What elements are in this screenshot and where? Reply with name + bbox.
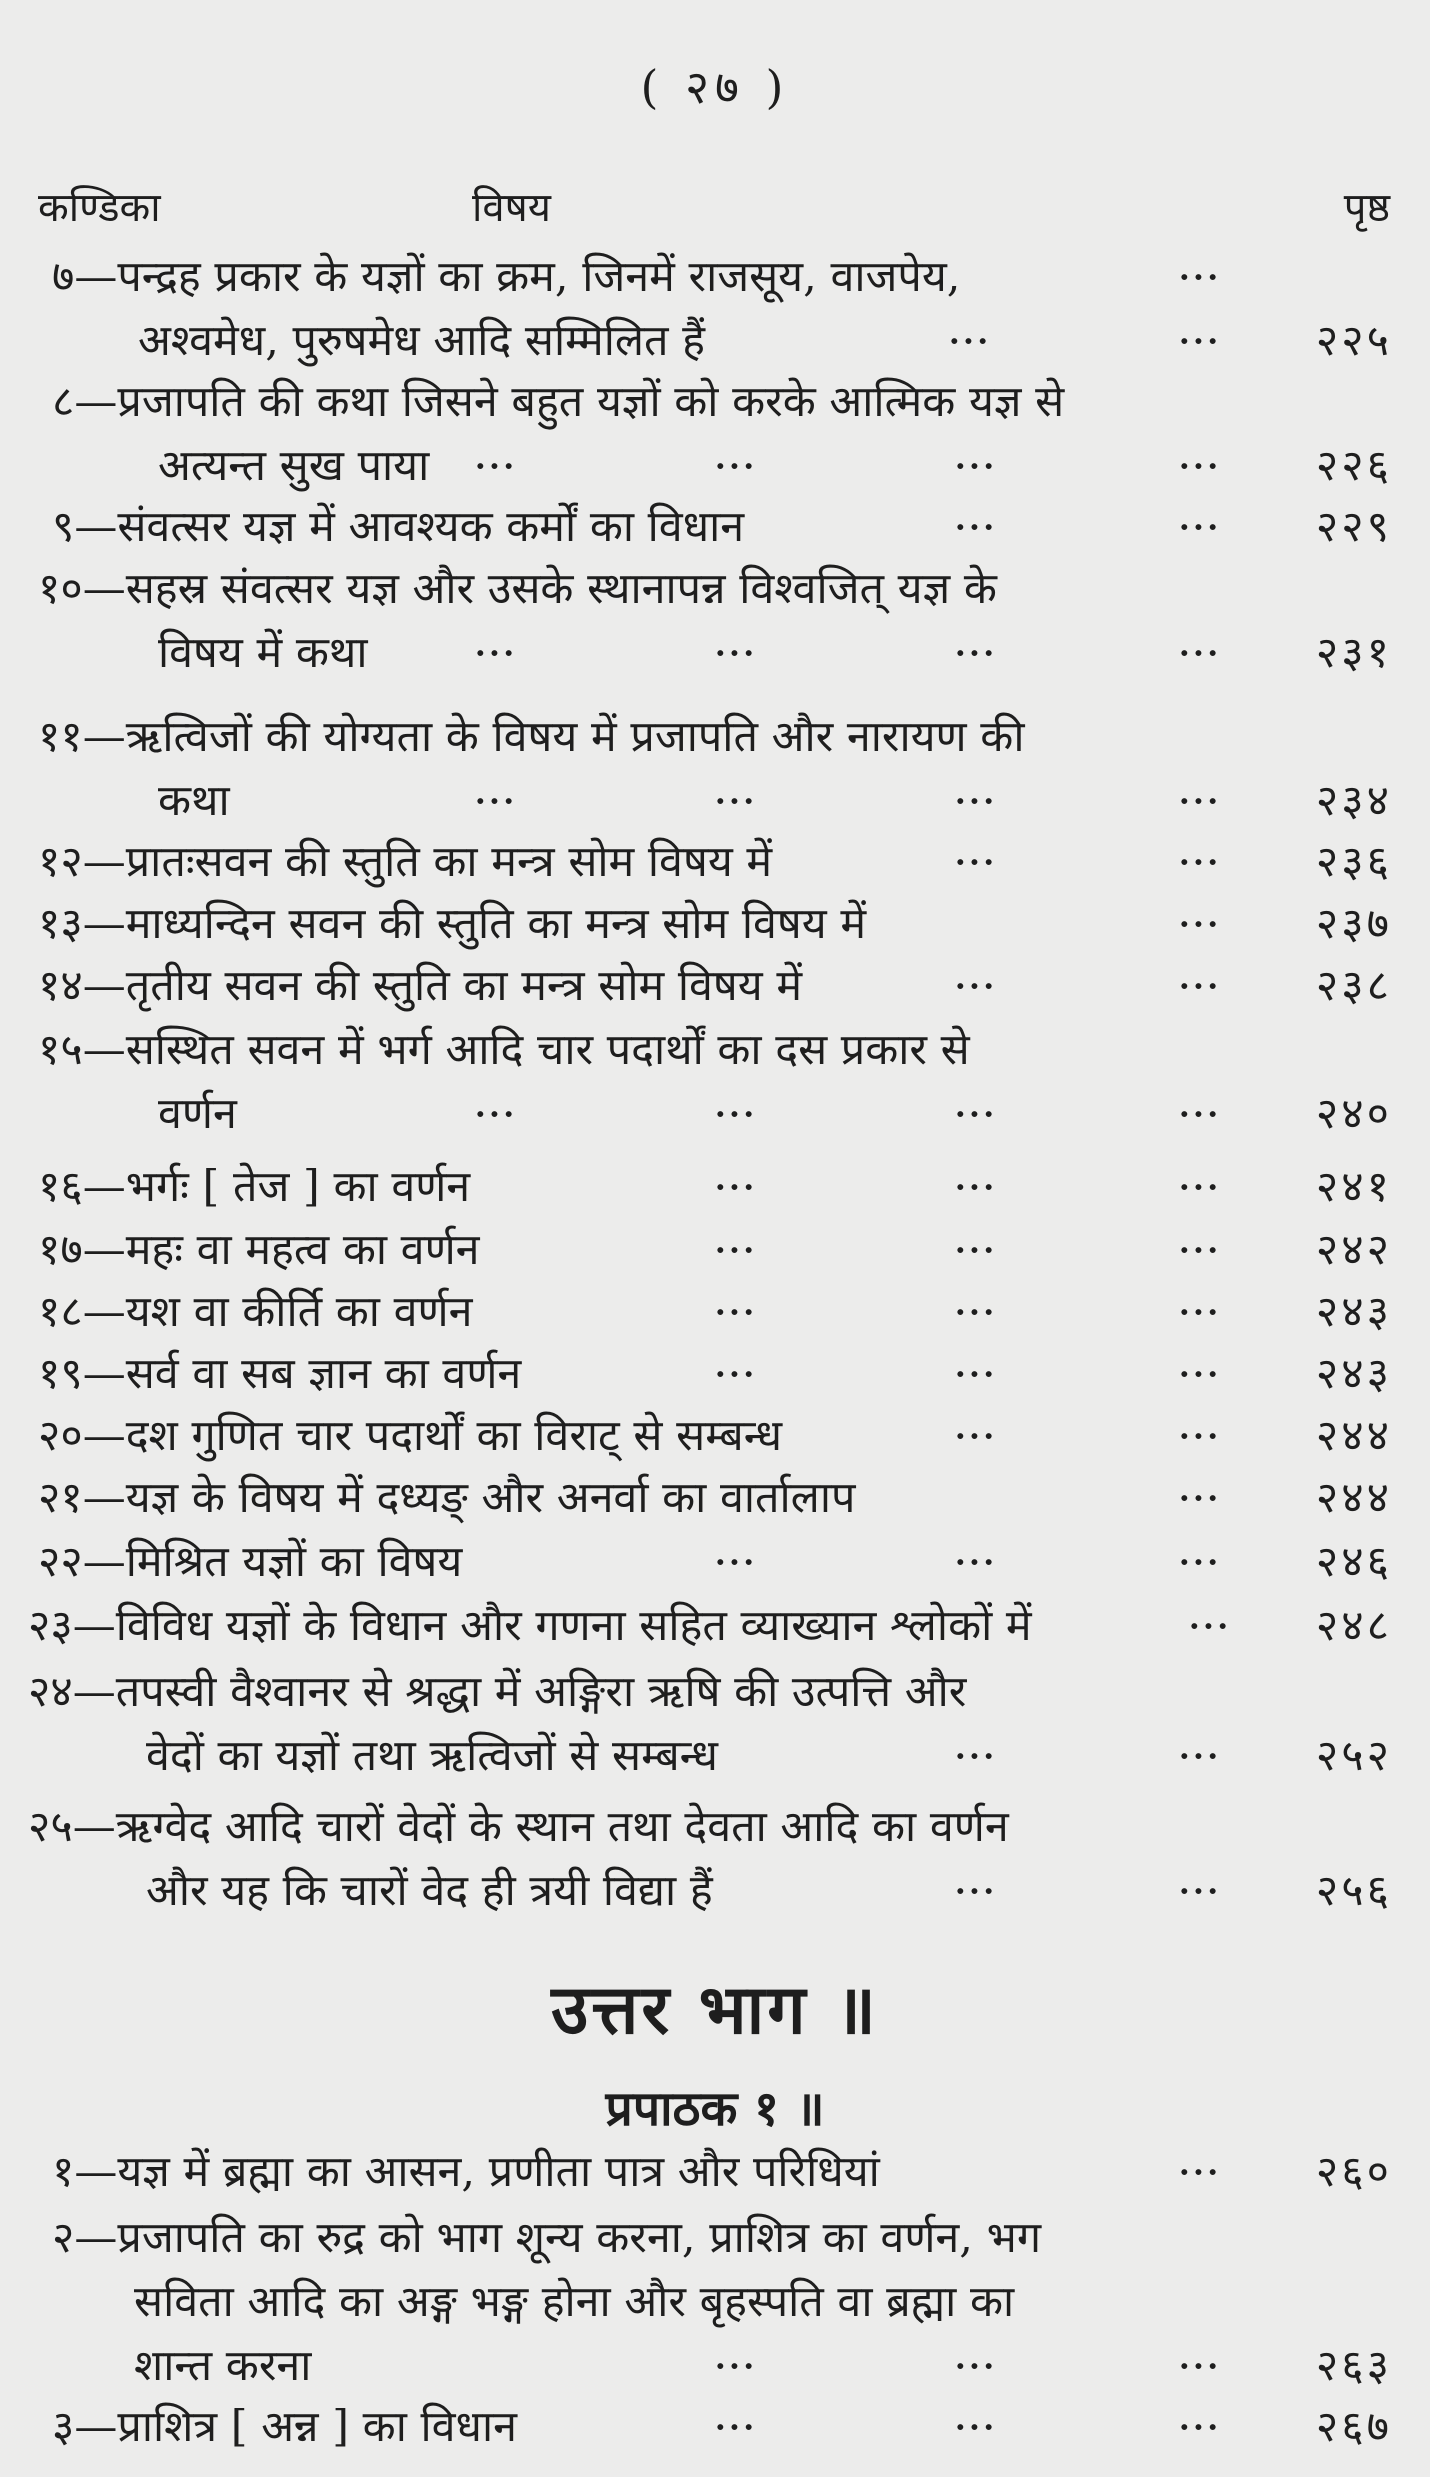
toc-entry bbox=[0, 1280, 1430, 1344]
toc-entry-line bbox=[0, 309, 1430, 373]
section-subtitle: प्रपाठक १ ॥ bbox=[605, 2081, 825, 2137]
leader-dots: ··· bbox=[1178, 634, 1222, 672]
toc-entry bbox=[0, 2395, 1430, 2459]
toc-entry-line bbox=[0, 2206, 1430, 2270]
leader-dots: ··· bbox=[954, 1355, 998, 1393]
leader-dots: ··· bbox=[714, 1293, 758, 1331]
toc-entry-line bbox=[0, 1859, 1430, 1923]
leader-dots: ··· bbox=[1178, 1479, 1222, 1517]
leader-dots: ··· bbox=[474, 447, 518, 485]
toc-entry-text: ९—संवत्सर यज्ञ में आवश्यक कर्मों का विधान bbox=[52, 502, 745, 552]
toc-page-number: २५६ bbox=[1315, 1866, 1392, 1916]
leader-dots: ··· bbox=[714, 2408, 758, 2446]
toc-entry-line bbox=[0, 954, 1430, 1018]
leader-dots: ··· bbox=[1178, 2153, 1222, 2191]
leader-dots: ··· bbox=[714, 1168, 758, 1206]
toc-page-number: २४१ bbox=[1315, 1162, 1392, 1212]
leader-dots: ··· bbox=[954, 1168, 998, 1206]
toc-entry-text: १४—तृतीय सवन की स्तुति का मन्त्र सोम विषय में bbox=[38, 961, 803, 1011]
leader-dots: ··· bbox=[954, 2347, 998, 2385]
toc-entry-line bbox=[0, 1466, 1430, 1530]
page-number: ( २७ ) bbox=[640, 60, 790, 114]
leader-dots: ··· bbox=[954, 1293, 998, 1331]
toc-entry-line bbox=[0, 1594, 1430, 1658]
leader-dots: ··· bbox=[714, 1543, 758, 1581]
toc-entry-text: शान्त करना bbox=[134, 2341, 312, 2391]
leader-dots: ··· bbox=[714, 1095, 758, 1133]
toc-entry bbox=[0, 830, 1430, 894]
leader-dots: ··· bbox=[1188, 1607, 1232, 1645]
toc-page-number: २४३ bbox=[1315, 1287, 1392, 1337]
toc-entry bbox=[0, 1795, 1430, 1923]
leader-dots: ··· bbox=[714, 1355, 758, 1393]
toc-entry-line bbox=[0, 1795, 1430, 1859]
toc-page-number: २५२ bbox=[1315, 1731, 1392, 1781]
leader-dots: ··· bbox=[1178, 1168, 1222, 1206]
toc-entry-line bbox=[0, 1530, 1430, 1594]
toc-entry bbox=[0, 1466, 1430, 1530]
toc-page-number: २४४ bbox=[1315, 1473, 1392, 1523]
leader-dots: ··· bbox=[1178, 447, 1222, 485]
leader-dots: ··· bbox=[1178, 322, 1222, 360]
leader-dots: ··· bbox=[1178, 2347, 1222, 2385]
toc-entry-line bbox=[0, 434, 1430, 498]
leader-dots: ··· bbox=[954, 1417, 998, 1455]
leader-dots: ··· bbox=[1178, 843, 1222, 881]
toc-entry-line bbox=[0, 1404, 1430, 1468]
toc-entry bbox=[0, 245, 1430, 373]
toc-entry-line bbox=[0, 245, 1430, 309]
leader-dots: ··· bbox=[1178, 1543, 1222, 1581]
leader-dots: ··· bbox=[474, 1095, 518, 1133]
toc-entry-line bbox=[0, 370, 1430, 434]
toc-entry bbox=[0, 2140, 1430, 2204]
toc-page-number: २३४ bbox=[1315, 776, 1392, 826]
toc-entry bbox=[0, 370, 1430, 498]
toc-entry-text: वर्णन bbox=[158, 1089, 237, 1139]
toc-entry bbox=[0, 1218, 1430, 1282]
toc-entry-text: ८—प्रजापति की कथा जिसने बहुत यज्ञों को करके आत्मिक यज्ञ से bbox=[52, 377, 1065, 427]
leader-dots: ··· bbox=[1178, 905, 1222, 943]
leader-dots: ··· bbox=[714, 1231, 758, 1269]
toc-entry-line bbox=[0, 1218, 1430, 1282]
leader-dots: ··· bbox=[954, 1543, 998, 1581]
toc-page-number: २४० bbox=[1315, 1089, 1392, 1139]
toc-page-number: २४३ bbox=[1315, 1349, 1392, 1399]
toc-entry-line bbox=[0, 1342, 1430, 1406]
toc-page-number: २४८ bbox=[1315, 1601, 1392, 1651]
toc-entry bbox=[0, 1155, 1430, 1219]
toc-entry-text: अत्यन्त सुख पाया bbox=[158, 441, 430, 491]
leader-dots: ··· bbox=[1178, 2408, 1222, 2446]
leader-dots: ··· bbox=[1178, 1737, 1222, 1775]
toc-entry-line bbox=[0, 892, 1430, 956]
toc-entry-text: १२—प्रातःसवन की स्तुति का मन्त्र सोम विषय में bbox=[38, 837, 773, 887]
toc-page-number: २६७ bbox=[1315, 2402, 1392, 2452]
toc-entry-line bbox=[0, 769, 1430, 833]
leader-dots: ··· bbox=[1178, 1417, 1222, 1455]
toc-page-number: २३८ bbox=[1315, 961, 1392, 1011]
toc-entry-line bbox=[0, 495, 1430, 559]
leader-dots: ··· bbox=[948, 322, 992, 360]
toc-entry-text: १६—भर्गः [ तेज ] का वर्णन bbox=[38, 1162, 471, 1212]
toc-page-number: २२६ bbox=[1315, 441, 1392, 491]
toc-entry bbox=[0, 557, 1430, 685]
toc-entry bbox=[0, 1660, 1430, 1788]
toc-entry-line bbox=[0, 2140, 1430, 2204]
toc-page-number: २४४ bbox=[1315, 1411, 1392, 1461]
toc-entry-line bbox=[0, 621, 1430, 685]
toc-entry-line bbox=[0, 2270, 1430, 2334]
leader-dots: ··· bbox=[954, 2408, 998, 2446]
toc-entry bbox=[0, 1342, 1430, 1406]
toc-entry-text: विषय में कथा bbox=[158, 628, 368, 678]
leader-dots: ··· bbox=[954, 782, 998, 820]
toc-entry-text: और यह कि चारों वेद ही त्रयी विद्या हैं bbox=[146, 1866, 713, 1916]
toc-entry-text: १८—यश वा कीर्ति का वर्णन bbox=[38, 1287, 473, 1337]
toc-entry-text: कथा bbox=[158, 776, 230, 826]
toc-entry-text: २—प्रजापति का रुद्र को भाग शून्य करना, प्राशित्र का वर्णन, भग bbox=[52, 2213, 1042, 2263]
toc-entry-text: वेदों का यज्ञों तथा ऋत्विजों से सम्बन्ध bbox=[146, 1731, 718, 1781]
toc-entry-line bbox=[0, 1724, 1430, 1788]
leader-dots: ··· bbox=[954, 634, 998, 672]
leader-dots: ··· bbox=[954, 508, 998, 546]
toc-entry-text: १९—सर्व वा सब ज्ञान का वर्णन bbox=[38, 1349, 522, 1399]
toc-entry-text: २४—तपस्वी वैश्वानर से श्रद्धा में अङ्गिरा ऋषि की उत्पत्ति और bbox=[28, 1667, 967, 1717]
toc-entry-line bbox=[0, 1082, 1430, 1146]
toc-entry bbox=[0, 2206, 1430, 2398]
toc-entry-line bbox=[0, 1280, 1430, 1344]
leader-dots: ··· bbox=[954, 1737, 998, 1775]
toc-page-number: २३६ bbox=[1315, 837, 1392, 887]
toc-entry-line bbox=[0, 1018, 1430, 1082]
toc-entry-text: १७—महः वा महत्व का वर्णन bbox=[38, 1225, 480, 1275]
toc-entry-text: १५—सस्थित सवन में भर्ग आदि चार पदार्थों का दस प्रकार से bbox=[38, 1025, 970, 1075]
toc-entry-text: ११—ऋत्विजों की योग्यता के विषय में प्रजापति और नारायण की bbox=[38, 712, 1025, 762]
toc-entry-text: २३—विविध यज्ञों के विधान और गणना सहित व्याख्यान श्लोकों में bbox=[28, 1601, 1032, 1651]
toc-entry-line bbox=[0, 705, 1430, 769]
leader-dots: ··· bbox=[714, 2347, 758, 2385]
leader-dots: ··· bbox=[954, 1872, 998, 1910]
toc-entry-text: १३—माध्यन्दिन सवन की स्तुति का मन्त्र सोम विषय में bbox=[38, 899, 867, 949]
toc-entry-line bbox=[0, 1155, 1430, 1219]
leader-dots: ··· bbox=[714, 782, 758, 820]
toc-entry-text: २२—मिश्रित यज्ञों का विषय bbox=[38, 1537, 463, 1587]
toc-entry-text: १०—सहस्र संवत्सर यज्ञ और उसके स्थानापन्न विश्वजित् यज्ञ के bbox=[38, 564, 997, 614]
toc-entry bbox=[0, 1594, 1430, 1658]
toc-entry bbox=[0, 954, 1430, 1018]
toc-entry-text: २५—ऋग्वेद आदि चारों वेदों के स्थान तथा देवता आदि का वर्णन bbox=[28, 1802, 1009, 1852]
toc-page-number: २२५ bbox=[1315, 316, 1392, 366]
leader-dots: ··· bbox=[954, 1231, 998, 1269]
toc-entry-line bbox=[0, 1660, 1430, 1724]
leader-dots: ··· bbox=[1178, 1355, 1222, 1393]
leader-dots: ··· bbox=[1178, 1095, 1222, 1133]
toc-page-number: २४६ bbox=[1315, 1537, 1392, 1587]
leader-dots: ··· bbox=[1178, 782, 1222, 820]
toc-page-number: २६३ bbox=[1315, 2341, 1392, 2391]
toc-entry bbox=[0, 705, 1430, 833]
leader-dots: ··· bbox=[474, 634, 518, 672]
leader-dots: ··· bbox=[1178, 1293, 1222, 1331]
toc-entry bbox=[0, 892, 1430, 956]
toc-page-number: २२९ bbox=[1315, 502, 1392, 552]
toc-entry bbox=[0, 1404, 1430, 1468]
leader-dots: ··· bbox=[714, 447, 758, 485]
section-title: उत्तर भाग ॥ bbox=[551, 1970, 879, 2050]
leader-dots: ··· bbox=[1178, 508, 1222, 546]
toc-entry-line bbox=[0, 2334, 1430, 2398]
leader-dots: ··· bbox=[1178, 1231, 1222, 1269]
column-header-vishay: विषय bbox=[472, 185, 551, 231]
leader-dots: ··· bbox=[954, 447, 998, 485]
toc-entry-text: अश्वमेध, पुरुषमेध आदि सम्मिलित हैं bbox=[138, 316, 706, 366]
leader-dots: ··· bbox=[954, 843, 998, 881]
leader-dots: ··· bbox=[1178, 1872, 1222, 1910]
leader-dots: ··· bbox=[1178, 258, 1222, 296]
leader-dots: ··· bbox=[714, 634, 758, 672]
toc-page-number: २६० bbox=[1315, 2147, 1392, 2197]
toc-entry-line bbox=[0, 557, 1430, 621]
toc-entry-text: सविता आदि का अङ्ग भङ्ग होना और बृहस्पति वा ब्रह्मा का bbox=[134, 2277, 1015, 2327]
leader-dots: ··· bbox=[474, 782, 518, 820]
toc-entry-text: २०—दश गुणित चार पदार्थों का विराट् से सम्बन्ध bbox=[38, 1411, 783, 1461]
leader-dots: ··· bbox=[1178, 967, 1222, 1005]
toc-entry-text: २१—यज्ञ के विषय में दध्यङ् और अनर्वा का वार्तालाप bbox=[38, 1473, 856, 1523]
toc-entry bbox=[0, 495, 1430, 559]
toc-entry-line bbox=[0, 830, 1430, 894]
toc-entry-text: ३—प्राशित्र [ अन्न ] का विधान bbox=[52, 2402, 517, 2452]
leader-dots: ··· bbox=[954, 1095, 998, 1133]
toc-entry-line bbox=[0, 2395, 1430, 2459]
toc-entry bbox=[0, 1018, 1430, 1146]
column-header-kandika: कण्डिका bbox=[38, 185, 161, 231]
column-header-prishth: पृष्ठ bbox=[1343, 185, 1390, 231]
leader-dots: ··· bbox=[954, 967, 998, 1005]
toc-page-number: २३१ bbox=[1315, 628, 1392, 678]
toc-entry-text: ७—पन्द्रह प्रकार के यज्ञों का क्रम, जिनमें राजसूय, वाजपेय, bbox=[52, 252, 961, 302]
toc-entry bbox=[0, 1530, 1430, 1594]
toc-page-number: २३७ bbox=[1315, 899, 1392, 949]
toc-entry-text: १—यज्ञ में ब्रह्मा का आसन, प्रणीता पात्र और परिधियां bbox=[52, 2147, 880, 2197]
toc-page-number: २४२ bbox=[1315, 1225, 1392, 1275]
